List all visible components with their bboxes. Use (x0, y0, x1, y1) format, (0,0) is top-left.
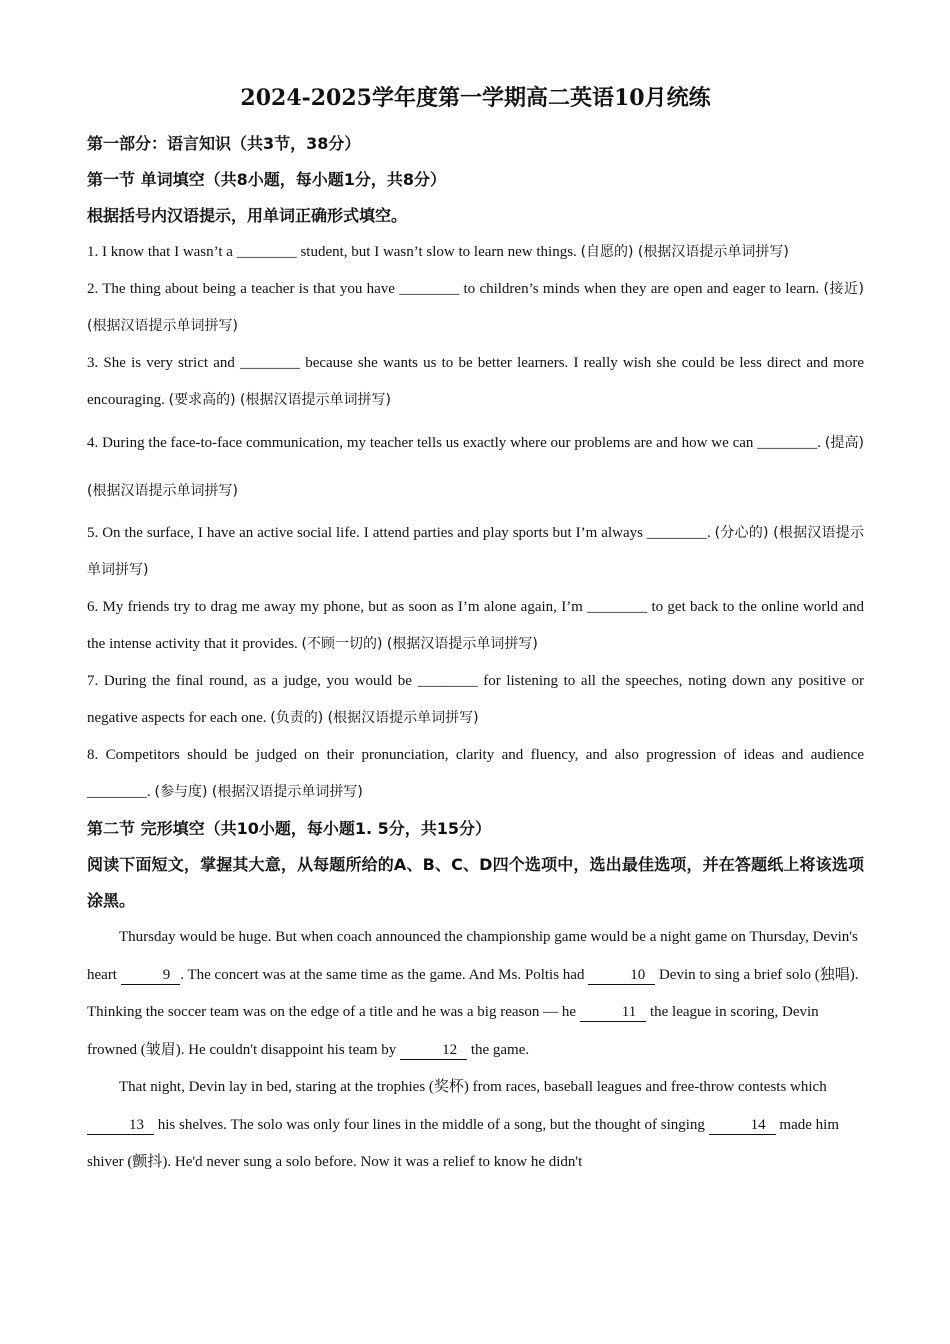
answer-blank[interactable]: ________ (399, 281, 460, 297)
cloze-blank-14[interactable]: 14 (709, 1116, 776, 1135)
cloze-blank-9[interactable]: 9 (121, 966, 181, 985)
section2-instruction: 阅读下面短文，掌握其大意，从每题所给的A、B、C、D四个选项中，选出最佳选项，并在答题纸上将该选项涂黑。 (87, 855, 864, 910)
answer-blank[interactable]: ________ (240, 355, 301, 371)
question-5: 5. On the surface, I have an active social life. I attend parties and play sports but I’m always ________. (分心的) (根据汉语提示单词拼写) (87, 525, 864, 578)
passage-paragraph-2: That night, Devin lay in bed, staring at the trophies (奖杯) from races, baseball leagues and free-throw contests which 13 his shelves. The solo was only four lines in the middle of a song, but the thought of singing 14 made him shiver (颤抖). He'd never sung a solo before. Now it was a relief to know he didn't (87, 1079, 839, 1170)
answer-blank[interactable]: ________ (587, 599, 648, 615)
section1-instruction: 根据括号内汉语提示，用单词正确形式填空。 (87, 206, 408, 225)
cloze-blank-11[interactable]: 11 (580, 1003, 646, 1022)
question-list (87, 234, 864, 811)
page-title: 2024-2025学年度第一学期高二英语10月统练 (240, 85, 711, 111)
answer-blank[interactable]: ________ (87, 784, 147, 800)
question-4: 4. During the face-to-face communication, my teacher tells us exactly where our problems are and how we can ________. (提高) (根据汉语提示单词拼写) (87, 435, 864, 499)
cloze-passage (87, 919, 864, 1182)
cloze-blank-13[interactable]: 13 (87, 1116, 154, 1135)
question-7: 7. During the final round, as a judge, you would be ________ for listening to all the speeches, noting down any positive or negative aspects for each one. (负责的) (根据汉语提示单词拼写) (87, 673, 864, 726)
exam-page (87, 80, 864, 1182)
question-8: 8. Competitors should be judged on their pronunciation, clarity and fluency, and also progression of ideas and audience ________. (参与度) (根据汉语提示单词拼写) (87, 747, 864, 800)
cloze-blank-12[interactable]: 12 (400, 1041, 467, 1060)
answer-blank[interactable]: ________ (417, 673, 478, 689)
question-6: 6. My friends try to drag me away my phone, but as soon as I’m alone again, I’m ________ to get back to the online world and the intense activity that it provides. (不顾一切的) (根据汉语提示单词拼写) (87, 599, 864, 652)
section1-heading: 第一节 单词填空（共8小题，每小题1分，共8分） (87, 170, 446, 189)
question-1: 1. I know that I wasn’t a ________ student, but I wasn’t slow to learn new things. (自愿的) (根据汉语提示单词拼写) (87, 244, 789, 260)
answer-blank[interactable]: ________ (646, 525, 707, 541)
answer-blank[interactable]: ________ (757, 435, 818, 451)
part1-heading: 第一部分：语言知识（共3节，38分） (87, 134, 361, 153)
question-2: 2. The thing about being a teacher is that you have ________ to children’s minds when they are open and eager to learn. (接近) (根据汉语提示单词拼写) (87, 281, 864, 334)
answer-blank[interactable]: ________ (236, 244, 297, 260)
section2-heading: 第二节 完形填空（共10小题，每小题1. 5分，共15分） (87, 819, 492, 838)
passage-paragraph-1: Thursday would be huge. But when coach announced the championship game would be a night game on Thursday, Devin's heart 9 . The concert was at the same time as the game. And Ms. Poltis had 10 Devin to sing a brief solo (独唱). Thinking the soccer team was on the edge of a title and he was a big reason — he 11 the league in scoring, Devin frowned (皱眉). He couldn't disappoint his team by 12 the game. (87, 929, 859, 1058)
cloze-blank-10[interactable]: 10 (588, 966, 655, 985)
question-3: 3. She is very strict and ________ because she wants us to be better learners. I really wish she could be less direct and more encouraging. (要求高的) (根据汉语提示单词拼写) (87, 355, 864, 408)
